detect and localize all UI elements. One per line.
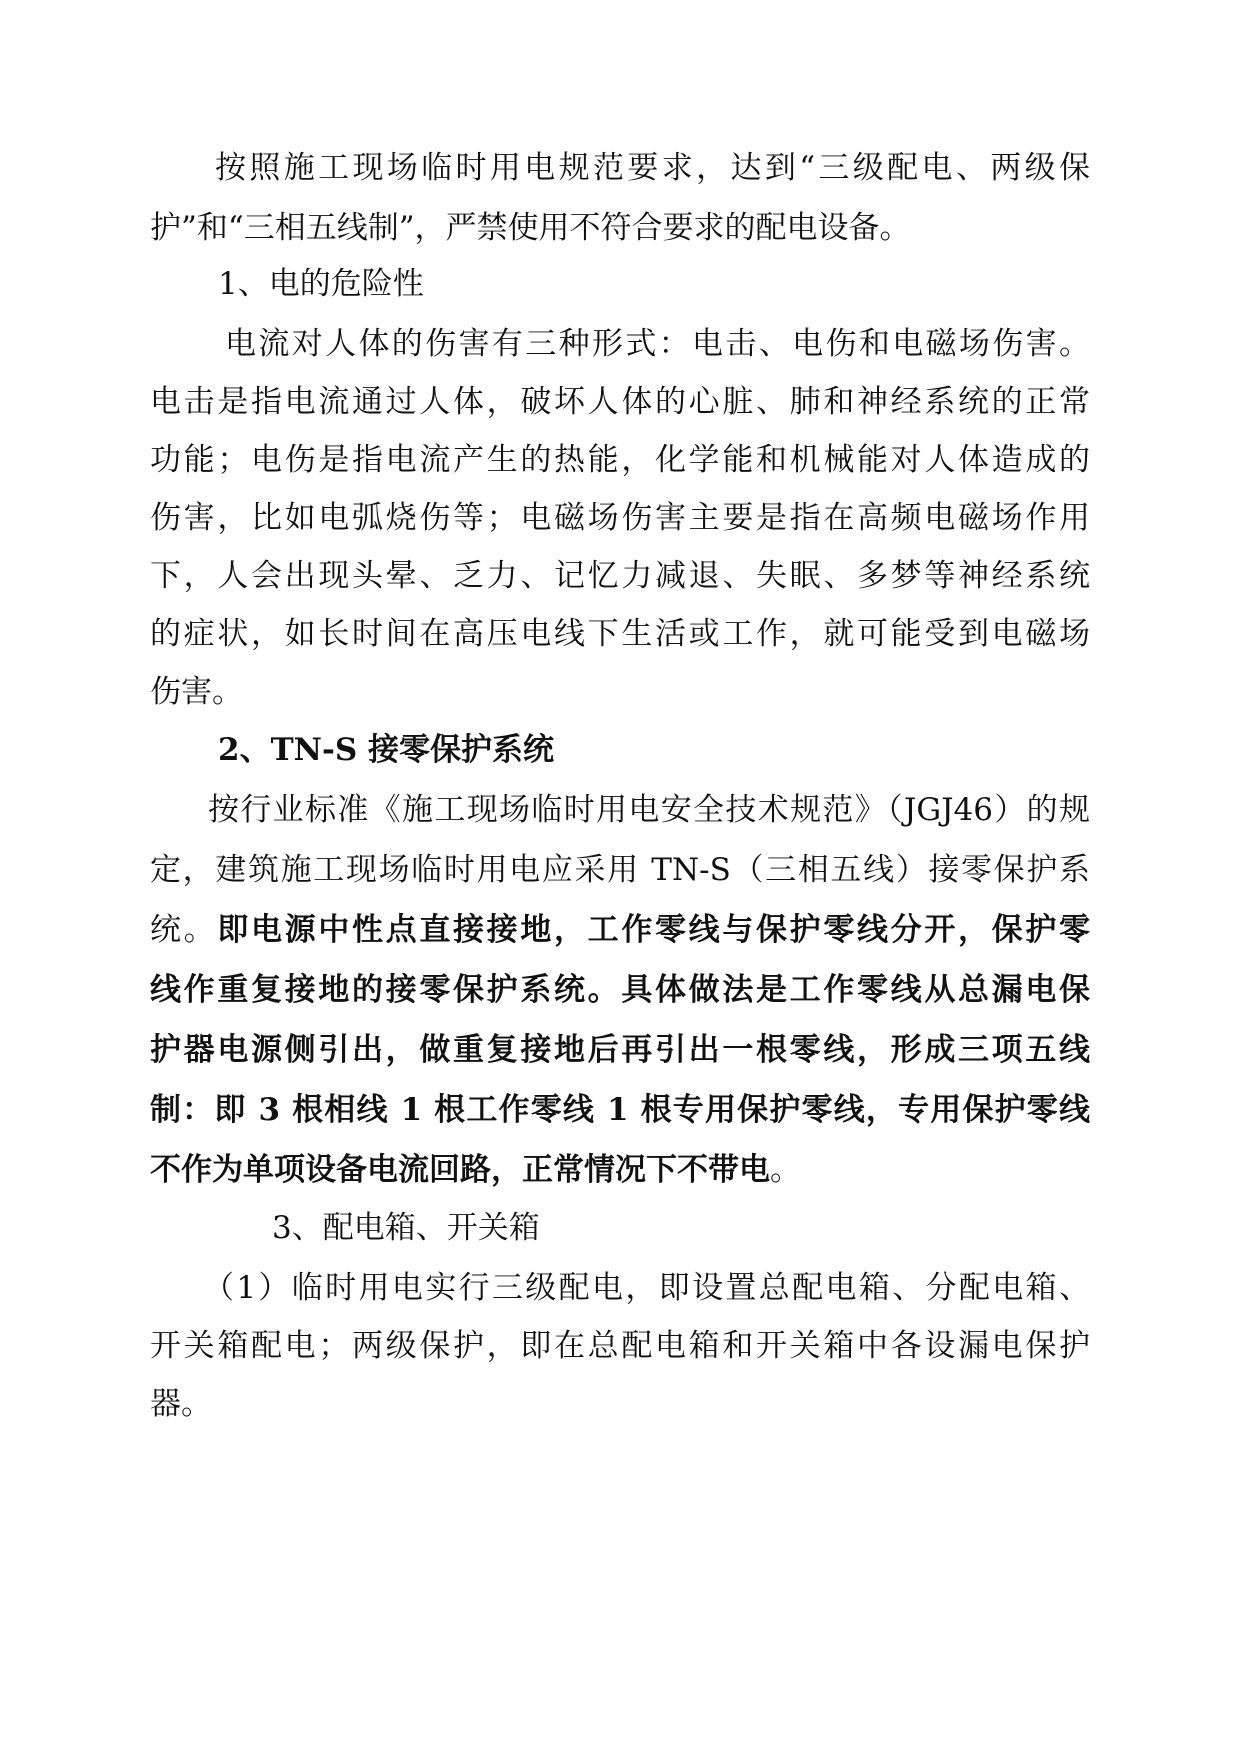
- p3-line-2: 开关箱配电；两级保护，即在总配电箱和开关箱中各设漏电保护: [150, 1328, 1090, 1364]
- p1-line-3: 功能；电伤是指电流产生的热能，化学能和机械能对人体造成的: [150, 442, 1090, 478]
- p1-line-1: 电流对人体的伤害有三种形式：电击、电伤和电磁场伤害。: [225, 326, 1090, 362]
- p1-line-7: 伤害。: [150, 674, 243, 710]
- p2-last-bold: 不作为单项设备电流回路，正常情况下不带电: [150, 1152, 770, 1188]
- p2-bold-line-2: 护器电源侧引出，做重复接地后再引出一根零线，形成三项五线: [150, 1032, 1090, 1068]
- p2-line-1: 按行业标准《施工现场临时用电安全技术规范》（JGJ46）的规: [208, 792, 1090, 828]
- intro-line-1: 按照施工现场临时用电规范要求，达到“三级配电、两级保: [215, 150, 1090, 186]
- p2-bold-line-3: 制：即 3 根相线 1 根工作零线 1 根专用保护零线，专用保护零线: [150, 1092, 1090, 1128]
- p2-line-3: [150, 898, 1090, 962]
- p1-line-6: 的症状，如长时间在高压电线下生活或工作，就可能受到电磁场: [150, 616, 1090, 652]
- p1-line-2: 电击是指电流通过人体，破坏人体的心脏、肺和神经系统的正常: [150, 384, 1090, 420]
- p1-line-4: 伤害，比如电弧烧伤等；电磁场伤害主要是指在高频电磁场作用: [150, 500, 1090, 536]
- p2-line-2: 定，建筑施工现场临时用电应采用 TN-S（三相五线）接零保护系: [150, 852, 1090, 888]
- p2-line-3-bold: 即电源中性点直接接地，工作零线与保护零线分开，保护零: [217, 912, 1091, 948]
- p2-line-3-normal: 统。: [150, 912, 218, 948]
- p2-line-last: [150, 1138, 1090, 1202]
- heading-2: 2、TN-S 接零保护系统: [218, 732, 555, 768]
- p1-line-5: 下，人会出现头晕、乏力、记忆力减退、失眠、多梦等神经系统: [150, 558, 1090, 594]
- intro-line-2: 护”和“三相五线制”，严禁使用不符合要求的配电设备。: [150, 210, 911, 246]
- p3-line-1: （1）临时用电实行三级配电，即设置总配电箱、分配电箱、: [203, 1270, 1090, 1306]
- heading-1: 1、电的危险性: [218, 266, 424, 302]
- p2-last-normal: 。: [770, 1152, 801, 1188]
- p3-line-3: 器。: [150, 1386, 212, 1422]
- heading-3: 3、配电箱、开关箱: [272, 1210, 540, 1246]
- p2-bold-line-1: 线作重复接地的接零保护系统。具体做法是工作零线从总漏电保: [150, 972, 1090, 1008]
